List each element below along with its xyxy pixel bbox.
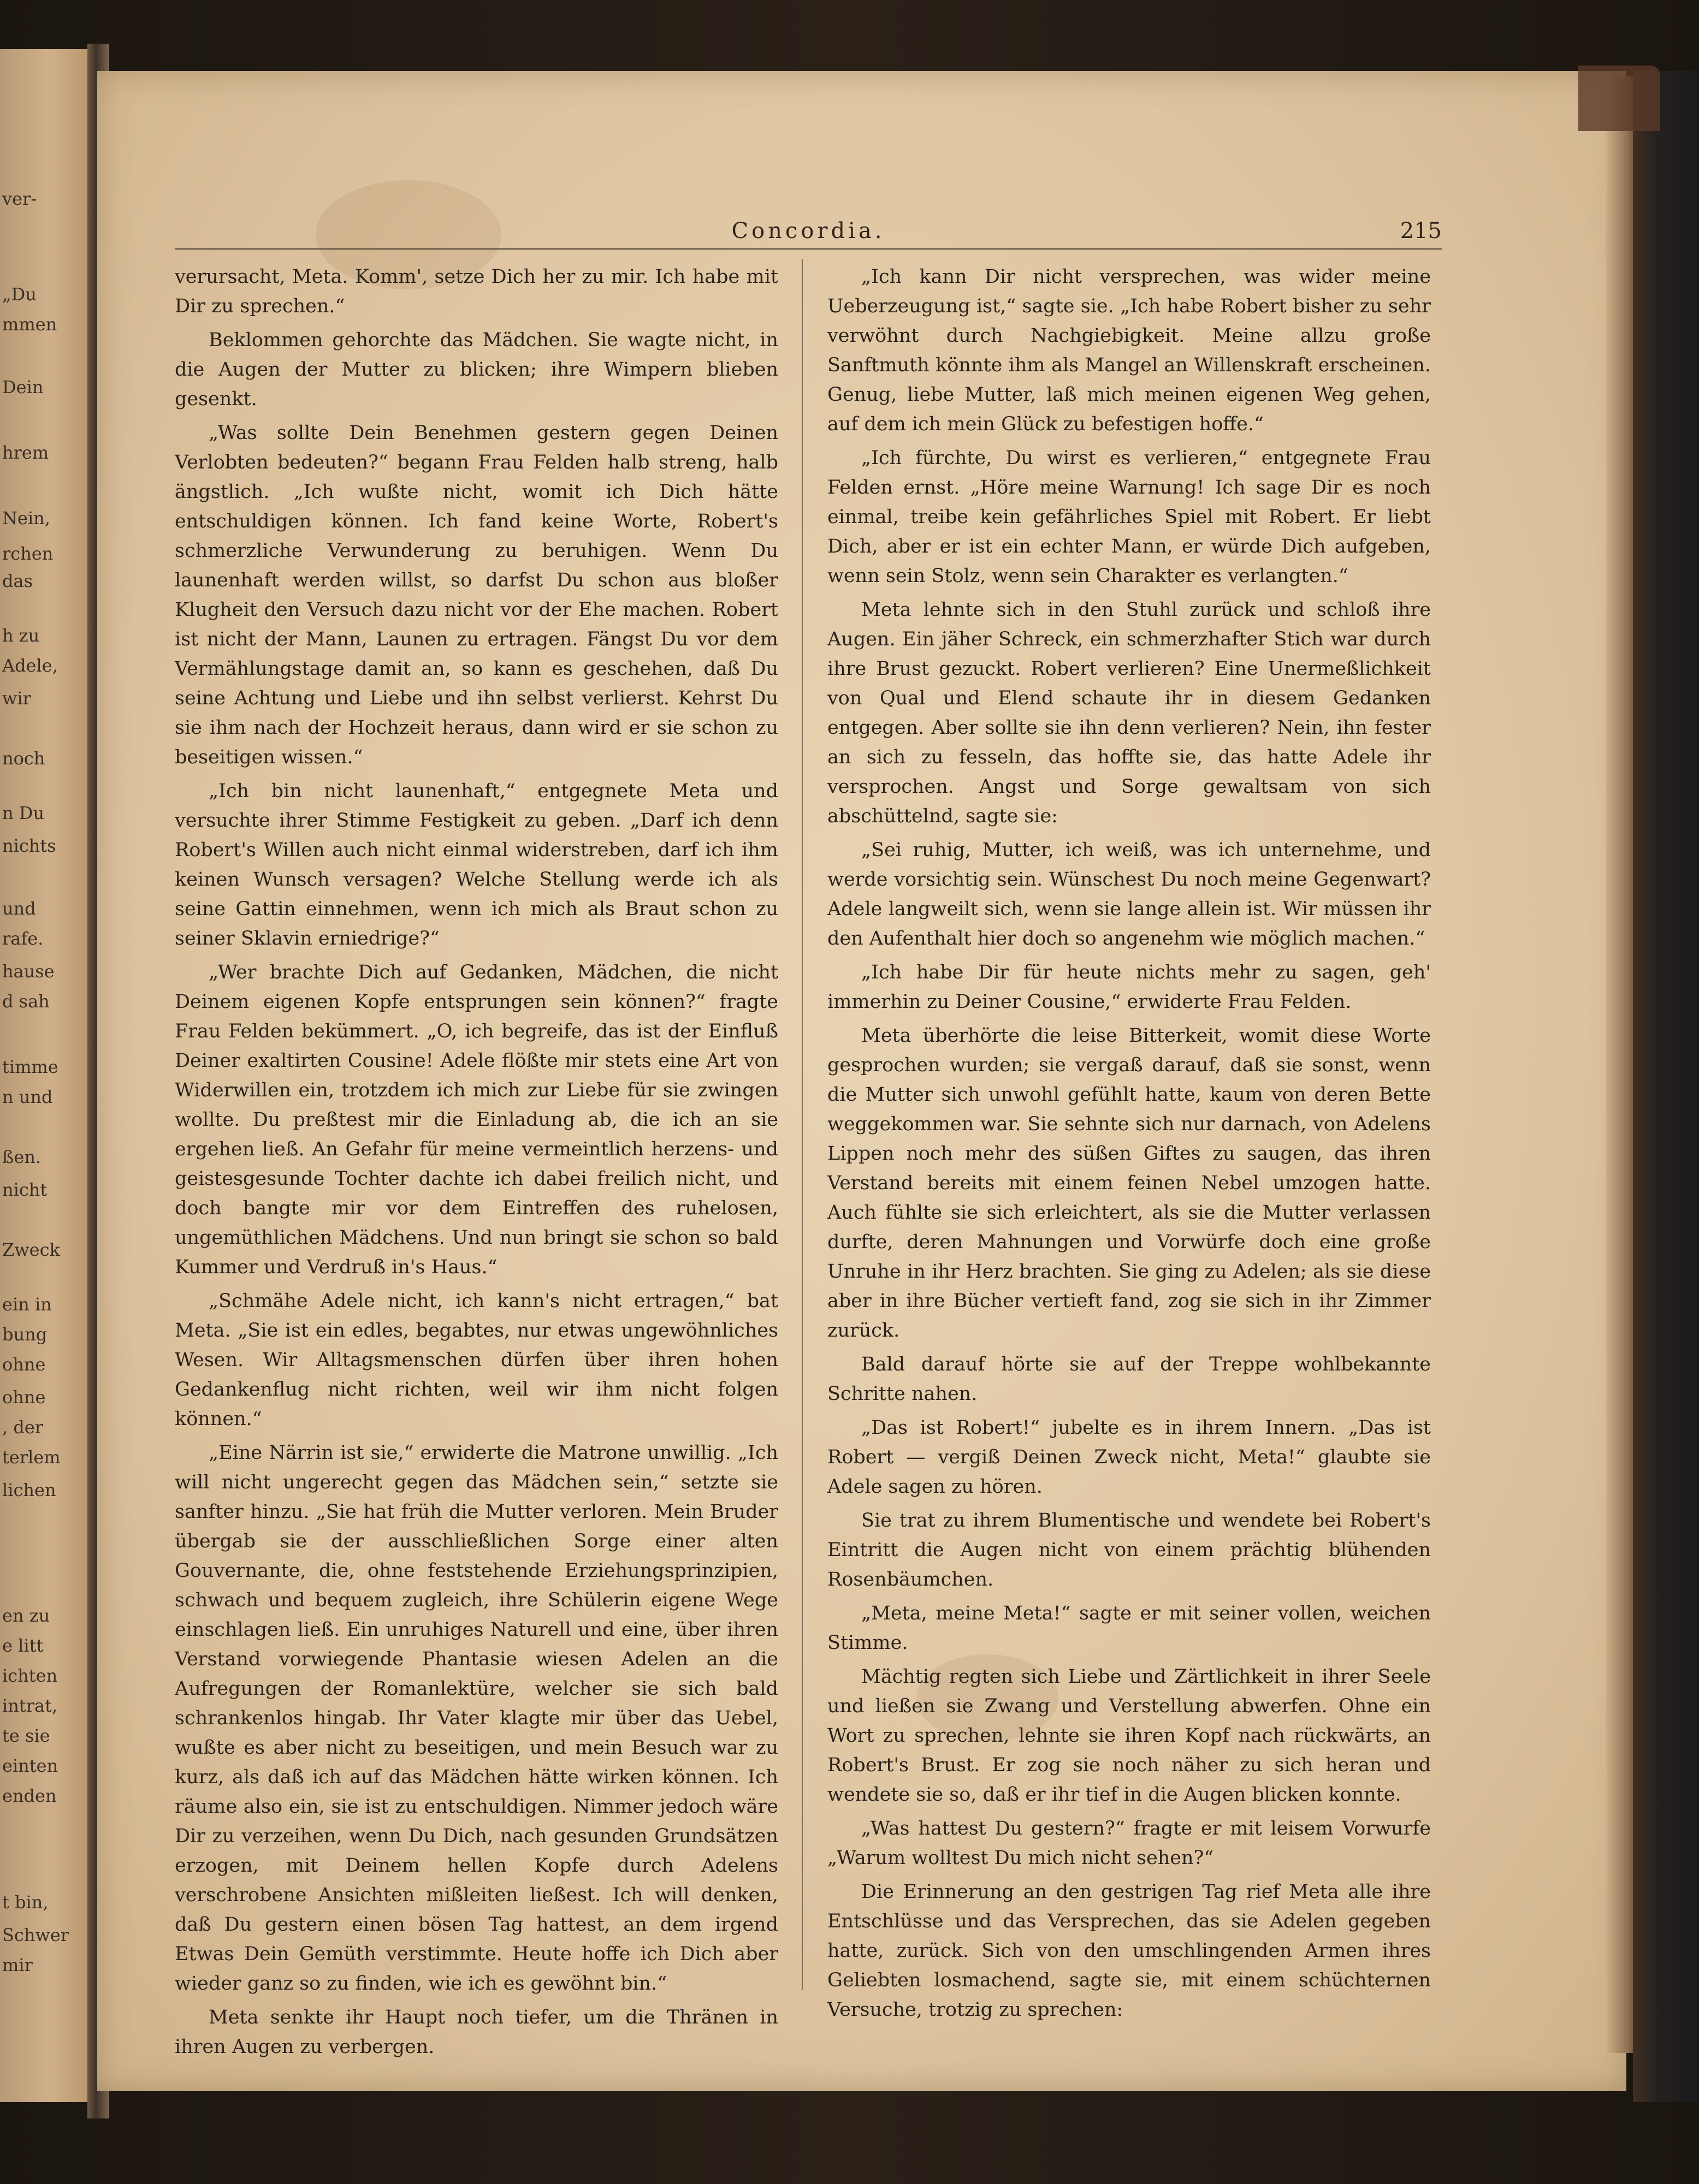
left-page-fragment: rchen: [2, 543, 54, 564]
left-page-fragment: en zu: [2, 1605, 50, 1626]
left-page-fragment: Zweck: [2, 1239, 60, 1260]
left-page-fragment: Nein,: [2, 508, 50, 529]
left-page-fragment: ichten: [2, 1665, 58, 1686]
paragraph: „Schmähe Adele nicht, ich kann's nicht ertragen,“ bat Meta. „Sie ist ein edles, begabtes, nur etwas ungewöhnliches Wesen. Wir Alltagsmenschen dürfen über ihren hohen Gedankenflug nicht richten, weil wir ihm nicht folgen können.“: [175, 1290, 778, 1430]
paragraph: „Ich bin nicht launenhaft,“ entgegnete Meta und versuchte ihrer Stimme Festigkeit zu geben. „Darf ich denn Robert's Willen auch nicht einmal widerstreben, darf ich ihm keinen Wunsch versagen? Welche Stellung werde ich als seine Gattin einnehmen, wenn ich mich als Braut schon zu seiner Sklavin erniedrige?“: [175, 780, 778, 949]
left-page-fragment: , der: [2, 1417, 44, 1438]
left-page-fragment: Adele,: [2, 655, 58, 676]
paragraph: Beklommen gehorchte das Mädchen. Sie wagte nicht, in die Augen der Mutter zu blicken; ihre Wimpern blieben gesenkt.: [175, 329, 778, 410]
left-page-fragment: enden: [2, 1785, 57, 1806]
left-page-fragment: nichts: [2, 835, 56, 856]
left-page-fragment: timme: [2, 1057, 58, 1077]
left-page-fragment: rafe.: [2, 928, 44, 949]
paragraph: Bald darauf hörte sie auf der Treppe wohlbekannte Schritte nahen.: [827, 1354, 1431, 1405]
left-page-fragment: Dein: [2, 377, 44, 397]
left-page-fragment: e litt: [2, 1635, 44, 1656]
left-page-fragment: mmen: [2, 314, 57, 335]
left-page-fragment: hrem: [2, 442, 49, 463]
paragraph: Mächtig regten sich Liebe und Zärtlichkeit in ihrer Seele und ließen sie Zwang und Verstellung abwerfen. Ohne ein Wort zu sprechen, lehnte sie ihren Kopf nach rückwärts, an Robert's Brust. Er zog sie noch näher zu sich heran und wendete sie so, daß er ihr tief in die Augen blicken konnte.: [827, 1666, 1431, 1806]
text-column-right: [827, 262, 1431, 2029]
left-page-fragment: ein in: [2, 1294, 52, 1315]
column-divider: [802, 259, 803, 1990]
left-page-fragment: wir: [2, 688, 31, 709]
left-page-fragment: d sah: [2, 991, 50, 1012]
paragraph: verursacht, Meta. Komm', setze Dich her zu mir. Ich habe mit Dir zu sprechen.“: [175, 266, 778, 317]
left-page-fragment: h zu: [2, 625, 40, 646]
paragraph: „Sei ruhig, Mutter, ich weiß, was ich unternehme, und werde vorsichtig sein. Wünschest Du noch meine Gegenwart? Adele langweilt sich, wenn sie lange allein ist. Wir müssen ihr den Aufenthalt hier doch so angenehm wie möglich machen.“: [827, 839, 1431, 949]
paragraph: „Ich fürchte, Du wirst es verlieren,“ entgegnete Frau Felden ernst. „Höre meine Warnung! Ich sage Dir es noch einmal, treibe kein gefährliches Spiel mit Robert. Er liebt Dich, aber er ist ein echter Mann, er würde Dich aufgeben, wenn sein Stolz, wenn sein Charakter es verlangten.“: [827, 447, 1431, 587]
facing-left-page: [0, 49, 93, 2102]
paragraph: Meta lehnte sich in den Stuhl zurück und schloß ihre Augen. Ein jäher Schreck, ein schmerzhafter Stich war durch ihre Brust gezuckt. Robert verlieren? Eine Unermeßlichkeit von Qual und Elend schaute ihr in diesem Gedanken entgegen. Aber sollte sie ihn denn verlieren? Nein, ihn fester an sich zu fesseln, das hoffte sie, das hatte Adele ihr versprochen. Angst und Sorge gewaltsam von sich abschüttelnd, sagte sie:: [827, 599, 1431, 827]
left-page-fragment: bung: [2, 1324, 48, 1345]
left-page-fragment: hause: [2, 961, 55, 982]
left-page-fragment: lichen: [2, 1480, 56, 1500]
page-header: [175, 218, 1442, 251]
paragraph: „Was hattest Du gestern?“ fragte er mit leisem Vorwurfe „Warum wolltest Du mich nicht sehen?“: [827, 1818, 1431, 1869]
left-page-fragment: und: [2, 898, 36, 919]
paragraph: Die Erinnerung an den gestrigen Tag rief Meta alle ihre Entschlüsse und das Versprechen, das sie Adelen gegeben hatte, zurück. Sich von den umschlingenden Armen ihres Geliebten losmachend, sagte sie, mit einem schüchternen Versuche, trotzig zu sprechen:: [827, 1881, 1431, 2021]
left-page-fragment: das: [2, 571, 33, 591]
left-page-fragment: „Du: [2, 284, 37, 305]
left-page-fragment: intrat,: [2, 1695, 58, 1716]
left-page-fragment: Schwer: [2, 1925, 69, 1945]
paragraph: „Wer brachte Dich auf Gedanken, Mädchen, die nicht Deinem eigenen Kopfe entsprungen sein können?“ fragte Frau Felden bekümmert. „O, ich begreife, das ist der Einfluß Deiner exaltirten Cousine! Adele flößte mir stets eine Art von Widerwillen ein, trotzdem ich mich zur Liebe für sie zwingen wollte. Du preßtest mir die Einladung ab, die ich an sie ergehen ließ. An Gefahr für meine vermeintlich herzens- und geistesgesunde Tochter dachte ich dabei freilich nicht, und doch bangte mir vor dem Eintreffen des ruhelosen, ungemüthlichen Mädchens. Und nun bringt sie schon so bald Kummer und Verdruß in's Haus.“: [175, 962, 778, 1278]
left-page-fragment: ohne: [2, 1387, 46, 1408]
paragraph: „Ich habe Dir für heute nichts mehr zu sagen, geh' immerhin zu Deiner Cousine,“ erwiderte Frau Felden.: [827, 962, 1431, 1013]
header-rule: [175, 248, 1442, 250]
book-cover: [1633, 71, 1699, 2102]
left-page-fragment: einten: [2, 1755, 58, 1776]
left-page-fragment: terlem: [2, 1447, 61, 1468]
paragraph: Meta überhörte die leise Bitterkeit, womit diese Worte gesprochen wurden; sie vergaß darauf, daß sie sonst, wenn die Mutter sich unwohl gefühlt hatte, kaum von deren Bette weggekommen war. Sie sehnte sich nur darnach, von Adelens Lippen noch mehr des süßen Giftes zu saugen, das ihren Verstand bereits mit einem feinen Nebel umzogen hatte. Auch fühlte sie sich erleichtert, als sie die Mutter verlassen durfte, deren Mahnungen und Vorwürfe doch eine große Unruhe in ihr Herz brachten. Sie ging zu Adelen; als sie diese aber in ihre Bücher vertieft fand, zog sie sich in ihr Zimmer zurück.: [827, 1025, 1431, 1342]
paragraph: „Eine Närrin ist sie,“ erwiderte die Matrone unwillig. „Ich will nicht ungerecht gegen das Mädchen sein,“ setzte sie sanfter hinzu. „Sie hat früh die Mutter verloren. Mein Bruder übergab sie der ausschließlichen Sorge einer alten Gouvernante, die, ohne feststehende Erziehungsprinzipien, schwach und bequem zugleich, ihre Schülerin eigene Wege einschlagen ließ. Ein unruhiges Naturell und eine, über ihren Verstand vorwiegende Phantasie wiesen Adelen an die Aufregungen der Romanlektüre, welcher sie sich bald schrankenlos hingab. Ihr Vater klagte mir über das Uebel, wußte es aber nicht zu beseitigen, und mein Besuch war zu kurz, als daß ich auf das Mädchen hätte wirken können. Ich räume also ein, sie ist zu entschuldigen. Nimmer jedoch wäre Dir zu verzeihen, wenn Du Dich, nach gesunden Grundsätzen erzogen, mit Deinem hellen Kopfe durch Adelens verschrobene Ansichten mißleiten ließest. Ich will denken, daß Du gestern einen bösen Tag hattest, an dem irgend Etwas Dein Gemüth verstimmte. Heute hoffe ich Dich aber wieder ganz so zu finden, wie ich es gewöhnt bin.“: [175, 1442, 778, 1995]
page-number: 215: [1400, 218, 1442, 244]
left-page-fragment: ohne: [2, 1354, 46, 1375]
left-page-fragment: noch: [2, 748, 45, 769]
left-page-fragment: t bin,: [2, 1892, 49, 1913]
paragraph: „Meta, meine Meta!“ sagte er mit seiner vollen, weichen Stimme.: [827, 1603, 1431, 1654]
left-page-fragment: ßen.: [2, 1147, 42, 1167]
cover-corner: [1578, 66, 1660, 131]
paragraph: Meta senkte ihr Haupt noch tiefer, um die Thränen in ihren Augen zu verbergen.: [175, 2007, 778, 2058]
paragraph: „Das ist Robert!“ jubelte es in ihrem Innern. „Das ist Robert — vergiß Deinen Zweck nicht, Meta!“ glaubte sie Adele sagen zu hören.: [827, 1417, 1431, 1498]
left-page-fragment: te sie: [2, 1725, 50, 1746]
left-page-fragment: n Du: [2, 803, 45, 823]
left-page-fragment: n und: [2, 1087, 53, 1107]
left-page-fragment: ver-: [2, 188, 37, 209]
paragraph: Sie trat zu ihrem Blumentische und wendete bei Robert's Eintritt die Augen nicht von einem prächtig blühenden Rosenbäumchen.: [827, 1510, 1431, 1590]
text-column-left: [175, 262, 778, 2066]
left-page-fragment: nicht: [2, 1179, 48, 1200]
paragraph: „Ich kann Dir nicht versprechen, was wider meine Ueberzeugung ist,“ sagte sie. „Ich habe Robert bisher zu sehr verwöhnt durch Nachgiebigkeit. Meine allzu große Sanftmuth könnte ihm als Mangel an Willenskraft erscheinen. Genug, liebe Mutter, laß mich meinen eigenen Weg gehen, auf dem ich mein Glück zu befestigen hoffe.“: [827, 266, 1431, 435]
running-title: Concordia.: [731, 218, 885, 244]
paragraph: „Was sollte Dein Benehmen gestern gegen Deinen Verlobten bedeuten?“ begann Frau Felden halb streng, halb ängstlich. „Ich wußte nicht, womit ich Dich hätte entschuldigen können. Ich fand keine Worte, Robert's schmerzliche Verwunderung zu beruhigen. Wenn Du launenhaft werden willst, so darfst Du schon aus bloßer Klugheit den Versuch dazu nicht vor der Ehe machen. Robert ist nicht der Mann, Launen zu ertragen. Fängst Du vor dem Vermählungstage damit an, so kann es geschehen, daß Du seine Achtung und Liebe und ihn selbst verlierst. Kehrst Du sie ihm nach der Hochzeit heraus, dann wird er sie schon zu beseitigen wissen.“: [175, 422, 778, 768]
left-page-fragment: mir: [2, 1955, 33, 1975]
